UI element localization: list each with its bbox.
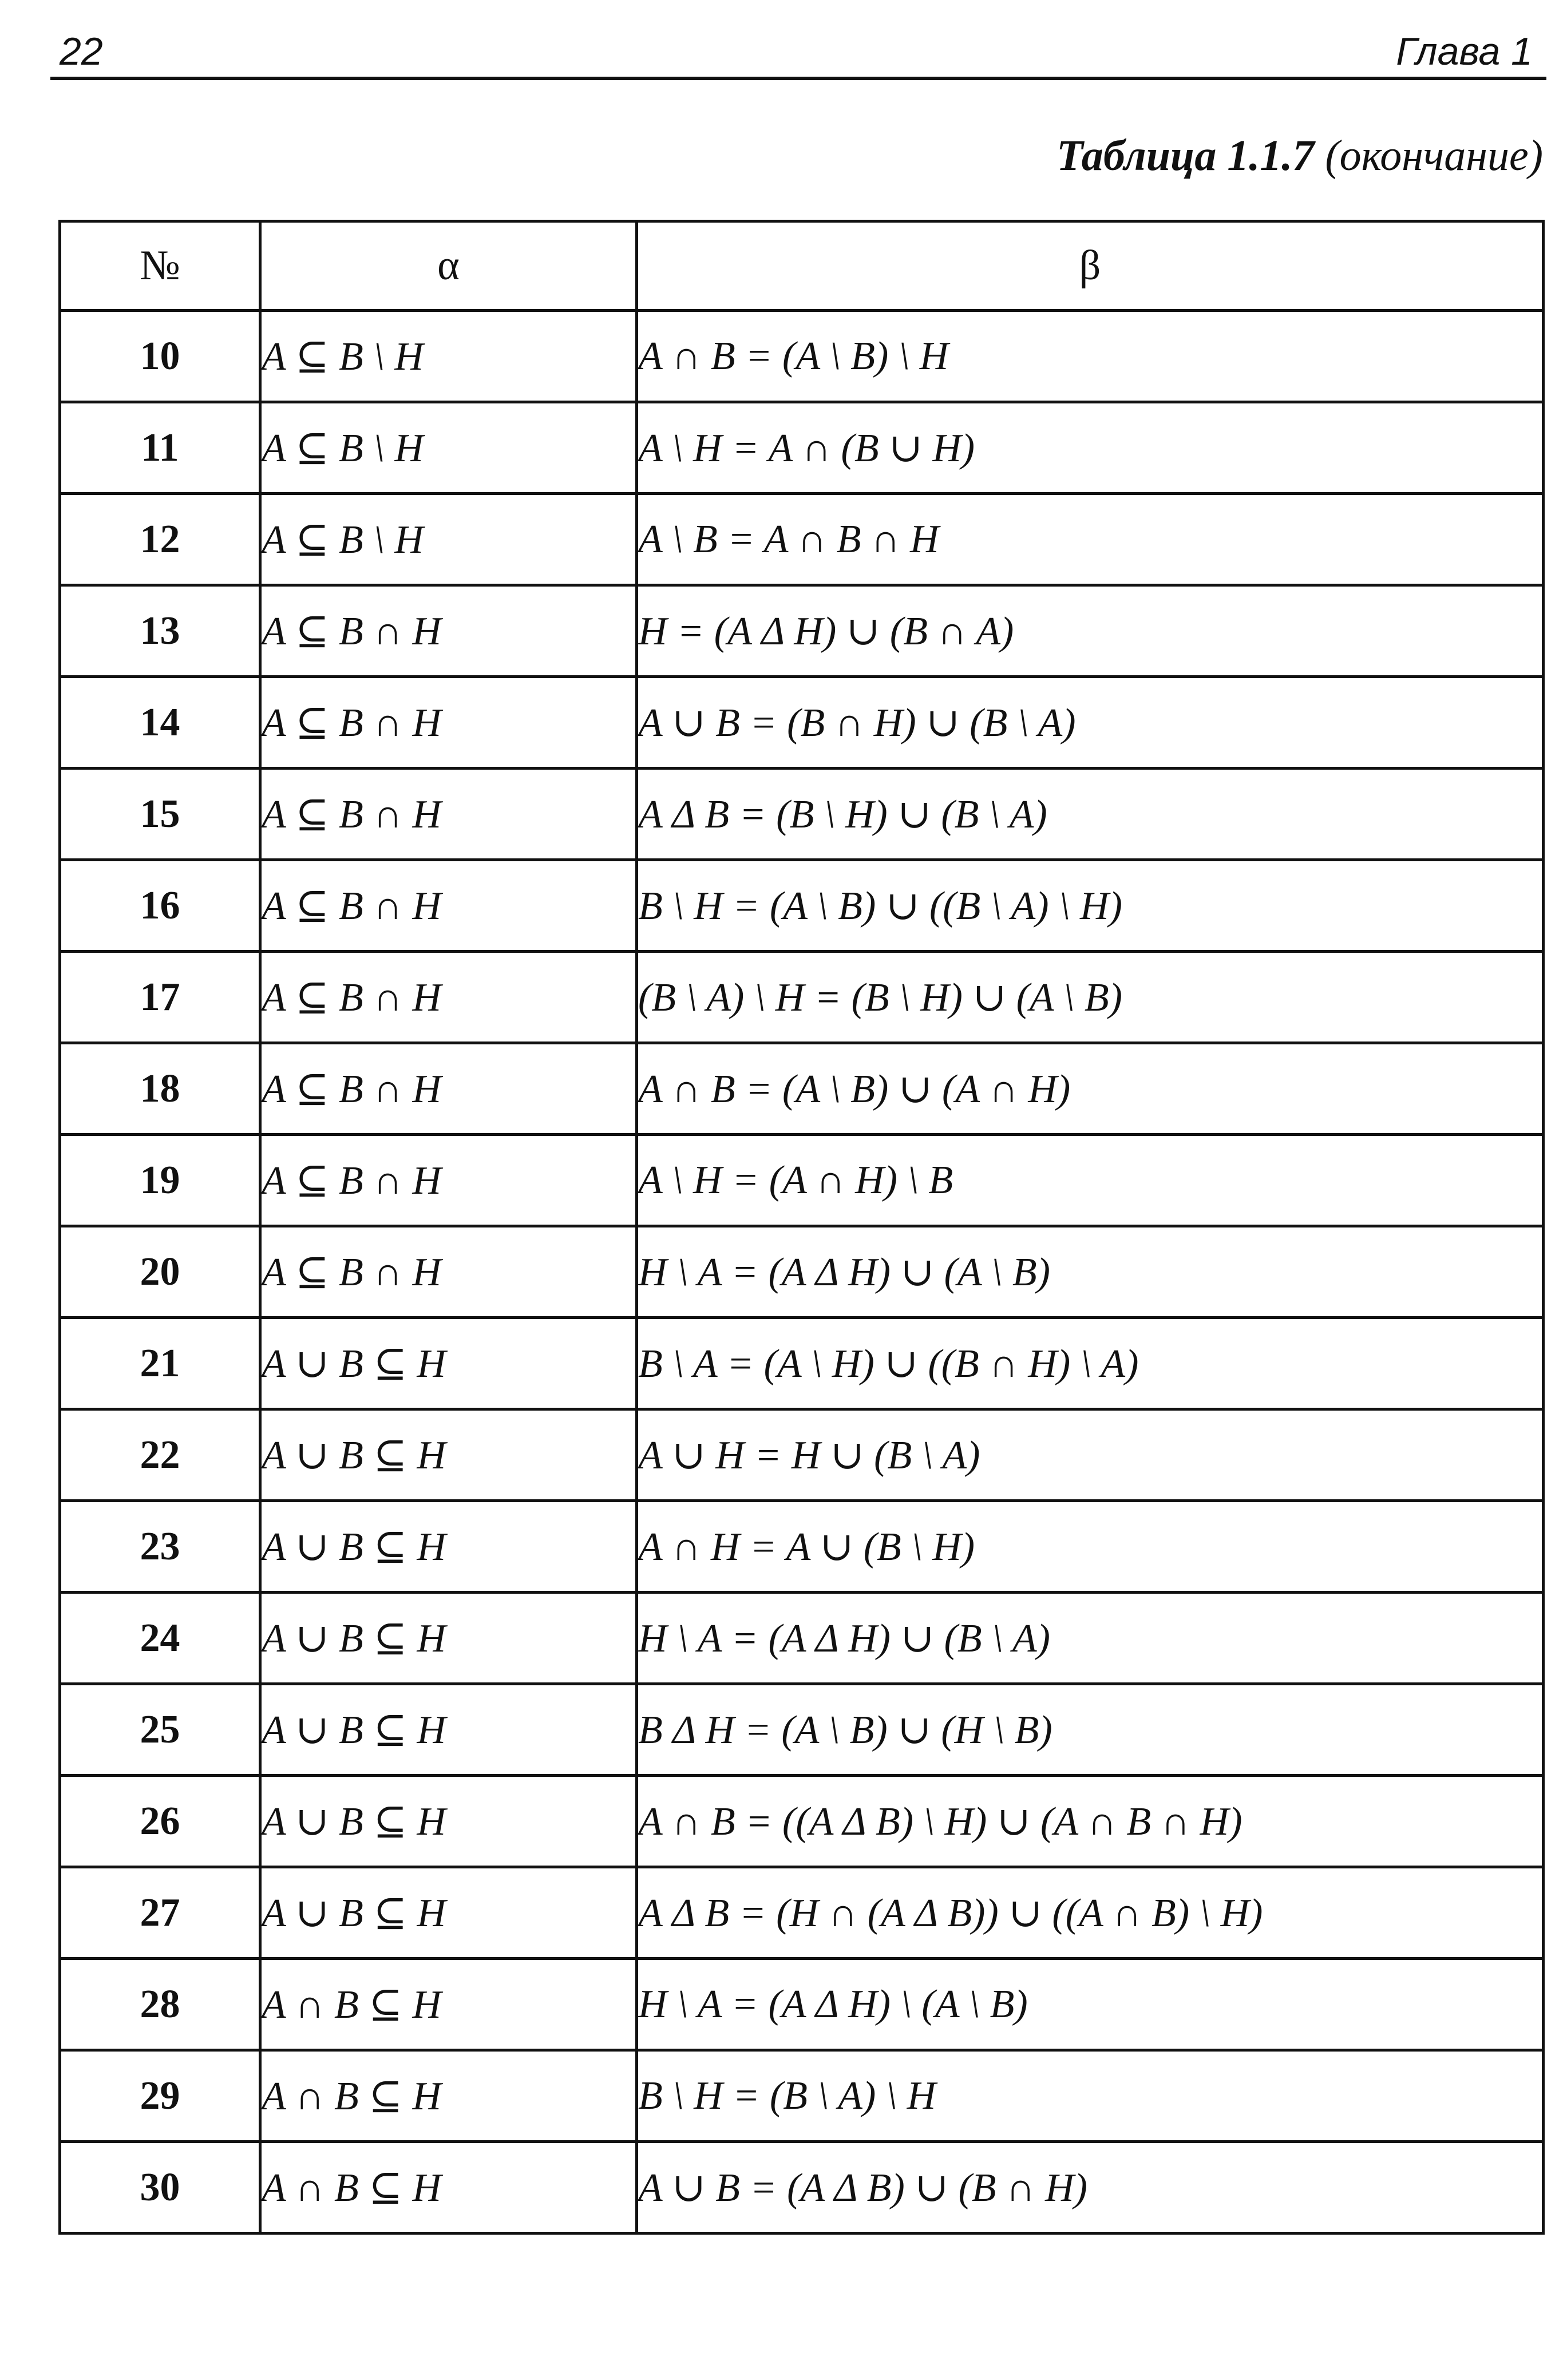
- beta-equation: A Δ B = (H ∩ (A Δ B)) ∪ ((A ∩ B) \ H): [637, 1867, 1544, 1959]
- alpha-condition: A ⊆ B ∩ H: [260, 860, 637, 952]
- table-row: [60, 585, 1544, 677]
- row-number: 24: [60, 1593, 260, 1684]
- beta-equation: A \ H = A ∩ (B ∪ H): [637, 402, 1544, 494]
- row-number: 16: [60, 860, 260, 952]
- alpha-condition: A ∪ B ⊆ H: [260, 1409, 637, 1501]
- table-row: [60, 860, 1544, 952]
- alpha-condition: A ∩ B ⊆ H: [260, 1959, 637, 2050]
- row-number: 26: [60, 1776, 260, 1867]
- column-header-alpha: α: [260, 221, 637, 311]
- alpha-condition: A ∪ B ⊆ H: [260, 1593, 637, 1684]
- alpha-condition: A ∪ B ⊆ H: [260, 1684, 637, 1776]
- table-header-row: [60, 221, 1544, 311]
- alpha-condition: A ⊆ B ∩ H: [260, 952, 637, 1043]
- beta-equation: H \ A = (A Δ H) ∪ (A \ B): [637, 1226, 1544, 1318]
- alpha-condition: A ⊆ B ∩ H: [260, 585, 637, 677]
- table-caption-note: (окончание): [1325, 132, 1543, 180]
- row-number: 22: [60, 1409, 260, 1501]
- beta-equation: A ∩ B = ((A Δ B) \ H) ∪ (A ∩ B ∩ H): [637, 1776, 1544, 1867]
- beta-equation: B Δ H = (A \ B) ∪ (H \ B): [637, 1684, 1544, 1776]
- table-row: [60, 494, 1544, 585]
- row-number: 19: [60, 1135, 260, 1226]
- formula-table: [58, 220, 1545, 2235]
- row-number: 23: [60, 1501, 260, 1593]
- row-number: 12: [60, 494, 260, 585]
- beta-equation: H = (A Δ H) ∪ (B ∩ A): [637, 585, 1544, 677]
- alpha-condition: A ⊆ B \ H: [260, 494, 637, 585]
- row-number: 14: [60, 677, 260, 769]
- beta-equation: A ∪ H = H ∪ (B \ A): [637, 1409, 1544, 1501]
- alpha-condition: A ⊆ B ∩ H: [260, 1135, 637, 1226]
- beta-equation: H \ A = (A Δ H) ∪ (B \ A): [637, 1593, 1544, 1684]
- table-row: [60, 677, 1544, 769]
- beta-equation: A ∪ B = (B ∩ H) ∪ (B \ A): [637, 677, 1544, 769]
- row-number: 27: [60, 1867, 260, 1959]
- alpha-condition: A ⊆ B ∩ H: [260, 1043, 637, 1135]
- table-row: [60, 1318, 1544, 1409]
- beta-equation: A ∩ H = A ∪ (B \ H): [637, 1501, 1544, 1593]
- row-number: 30: [60, 2142, 260, 2234]
- alpha-condition: A ⊆ B \ H: [260, 402, 637, 494]
- beta-equation: B \ A = (A \ H) ∪ ((B ∩ H) \ A): [637, 1318, 1544, 1409]
- row-number: 15: [60, 769, 260, 860]
- table-caption-title: Таблица 1.1.7: [1056, 132, 1315, 180]
- table-row: [60, 769, 1544, 860]
- row-number: 28: [60, 1959, 260, 2050]
- beta-equation: B \ H = (B \ A) \ H: [637, 2050, 1544, 2142]
- alpha-condition: A ⊆ B ∩ H: [260, 769, 637, 860]
- row-number: 25: [60, 1684, 260, 1776]
- beta-equation: A \ B = A ∩ B ∩ H: [637, 494, 1544, 585]
- table-row: [60, 1043, 1544, 1135]
- table-row: [60, 311, 1544, 402]
- row-number: 21: [60, 1318, 260, 1409]
- beta-equation: A ∪ B = (A Δ B) ∪ (B ∩ H): [637, 2142, 1544, 2234]
- table-row: [60, 1226, 1544, 1318]
- table-row: [60, 2050, 1544, 2142]
- alpha-condition: A ∪ B ⊆ H: [260, 1867, 637, 1959]
- row-number: 13: [60, 585, 260, 677]
- table-row: [60, 1776, 1544, 1867]
- page-header: [50, 23, 1546, 80]
- table-row: [60, 1135, 1544, 1226]
- row-number: 29: [60, 2050, 260, 2142]
- beta-equation: A Δ B = (B \ H) ∪ (B \ A): [637, 769, 1544, 860]
- beta-equation: A ∩ B = (A \ B) \ H: [637, 311, 1544, 402]
- alpha-condition: A ⊆ B \ H: [260, 311, 637, 402]
- alpha-condition: A ⊆ B ∩ H: [260, 677, 637, 769]
- beta-equation: B \ H = (A \ B) ∪ ((B \ A) \ H): [637, 860, 1544, 952]
- row-number: 20: [60, 1226, 260, 1318]
- page-number: 22: [60, 30, 103, 73]
- table-row: [60, 1959, 1544, 2050]
- beta-equation: (B \ A) \ H = (B \ H) ∪ (A \ B): [637, 952, 1544, 1043]
- table-row: [60, 1684, 1544, 1776]
- table-row: [60, 402, 1544, 494]
- beta-equation: A \ H = (A ∩ H) \ B: [637, 1135, 1544, 1226]
- column-header-number: №: [60, 221, 260, 311]
- alpha-condition: A ⊆ B ∩ H: [260, 1226, 637, 1318]
- table-row: [60, 1409, 1544, 1501]
- table-row: [60, 1593, 1544, 1684]
- row-number: 11: [60, 402, 260, 494]
- alpha-condition: A ∪ B ⊆ H: [260, 1776, 637, 1867]
- table-row: [60, 1867, 1544, 1959]
- beta-equation: A ∩ B = (A \ B) ∪ (A ∩ H): [637, 1043, 1544, 1135]
- table-row: [60, 1501, 1544, 1593]
- alpha-condition: A ∪ B ⊆ H: [260, 1318, 637, 1409]
- table-row: [60, 952, 1544, 1043]
- alpha-condition: A ∩ B ⊆ H: [260, 2050, 637, 2142]
- table-caption: [1056, 127, 1543, 184]
- chapter-label: Глава 1: [1396, 30, 1533, 73]
- row-number: 10: [60, 311, 260, 402]
- column-header-beta: β: [637, 221, 1544, 311]
- row-number: 17: [60, 952, 260, 1043]
- alpha-condition: A ∩ B ⊆ H: [260, 2142, 637, 2234]
- beta-equation: H \ A = (A Δ H) \ (A \ B): [637, 1959, 1544, 2050]
- row-number: 18: [60, 1043, 260, 1135]
- alpha-condition: A ∪ B ⊆ H: [260, 1501, 637, 1593]
- table-row: [60, 2142, 1544, 2234]
